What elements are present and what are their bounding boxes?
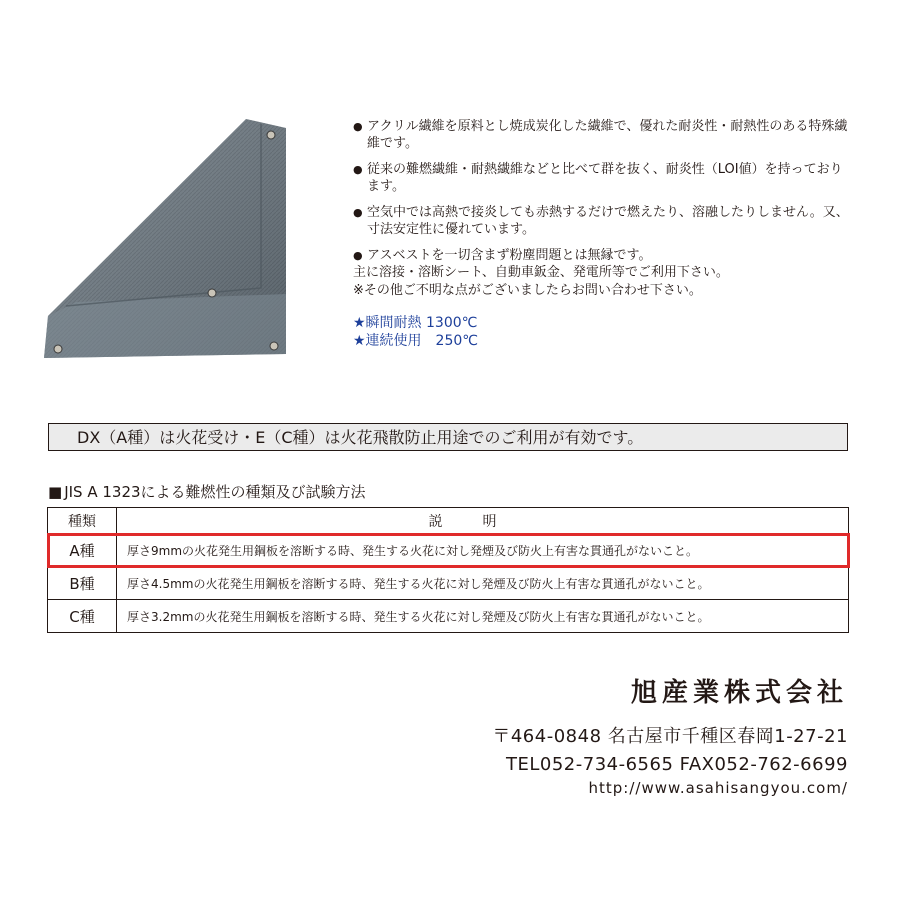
table-title: ■ JIS A 1323による難燃性の種類及び試験方法	[48, 481, 366, 502]
description-cell: 厚さ3.2mmの火花発生用鋼板を溶断する時、発生する火花に対し発煙及び防火上有害な貫通孔がないこと。	[117, 600, 849, 633]
feature-text: ● アクリル繊維を原料とし焼成炭化した繊維で、優れた耐炎性・耐熱性のある特殊繊維です。	[353, 118, 853, 152]
table-row	[48, 567, 849, 600]
product-features	[353, 118, 853, 350]
table-header-row	[48, 508, 849, 534]
company-name: 旭産業株式会社	[630, 678, 848, 708]
inquiry-note: ※その他ご不明な点がございましたらお問い合わせ下さい。	[353, 283, 702, 298]
company-website-link[interactable]: http://www.asahisangyou.com/	[588, 779, 848, 797]
usage-notice: DX（A種）は火花受け・E（C種）は火花飛散防止用途でのご利用が有効です。	[48, 423, 848, 451]
company-contact: TEL052-734-6565 FAX052-762-6699	[506, 754, 848, 775]
flame-resistance-table	[47, 507, 849, 633]
company-address: 〒464-0848 名古屋市千種区春岡1-27-21	[492, 726, 848, 747]
feature-text: ● アスベストを一切含まず粉塵問題とは無縁です。	[353, 247, 853, 264]
description-cell: 厚さ9mmの火花発生用鋼板を溶断する時、発生する火花に対し発煙及び防火上有害な貫通孔がないこと。	[117, 534, 849, 567]
type-cell: B種	[48, 567, 117, 600]
type-cell: C種	[48, 600, 117, 633]
type-cell: A種	[48, 534, 117, 567]
feature-text: ● 空気中では高熱で接炎しても赤熱するだけで燃えたり、溶融したりしません。又、寸法安定性に優れています。	[353, 204, 853, 238]
spec-continuous-use: ★連続使用 250℃	[353, 333, 478, 349]
table-row	[48, 600, 849, 633]
description-cell: 厚さ4.5mmの火花発生用鋼板を溶断する時、発生する火花に対し発煙及び防火上有害な貫通孔がないこと。	[117, 567, 849, 600]
heat-resistance-specs	[353, 314, 853, 350]
spec-instant-heat: ★瞬間耐熱 1300℃	[353, 315, 478, 331]
table-row	[48, 534, 849, 567]
company-info	[492, 672, 848, 797]
feature-text: ● 従来の難燃繊維・耐熱繊維などと比べて群を抜く、耐炎性（LOI値）を持っております。	[353, 161, 853, 195]
folded-fire-blanket-image	[36, 116, 306, 380]
header-type: 種類	[48, 508, 117, 534]
usage-note: 主に溶接・溶断シート、自動車鈑金、発電所等でご利用下さい。	[353, 265, 729, 280]
header-description: 説明	[117, 508, 849, 534]
